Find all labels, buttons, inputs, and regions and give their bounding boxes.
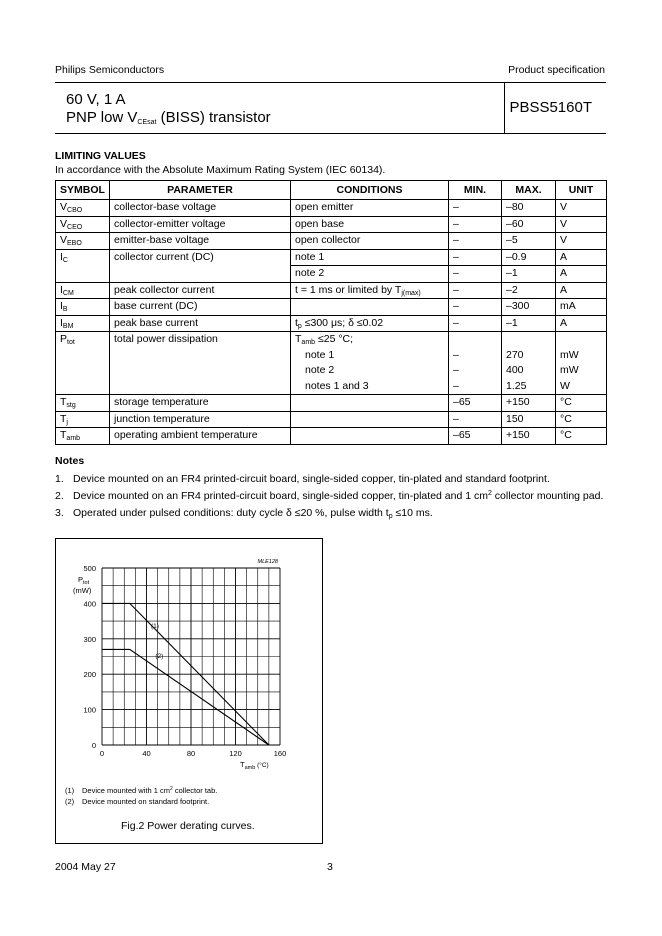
company-name: Philips Semiconductors xyxy=(55,64,165,76)
cell-min: – xyxy=(449,315,502,332)
doc-type: Product specification xyxy=(508,64,605,76)
series-line-2 xyxy=(102,649,269,745)
x-tick-label: 40 xyxy=(142,749,151,758)
x-axis-label: $T_{amb}$ (°C) xyxy=(240,760,269,771)
cell-max: –5 xyxy=(502,233,556,250)
cell-min: – xyxy=(449,233,502,250)
y-axis-unit: (mW) xyxy=(73,586,92,595)
cell-parameter: base current (DC) xyxy=(110,299,291,316)
cell-parameter xyxy=(110,363,291,379)
title-line-2: PNP low $V_{CEsat}$ (BISS) transistor xyxy=(66,109,271,126)
y-tick-label: 200 xyxy=(83,670,96,680)
cell-symbol xyxy=(56,379,110,395)
cell-max: +150 xyxy=(502,395,556,412)
cell-max xyxy=(502,332,556,348)
header-rule-top xyxy=(55,82,606,83)
cell-conditions: open base xyxy=(291,216,449,233)
cell-parameter: collector current (DC) xyxy=(110,249,291,266)
cell-symbol xyxy=(56,348,110,364)
y-tick-label: 100 xyxy=(83,705,96,715)
cell-min xyxy=(449,332,502,348)
cell-min: –65 xyxy=(449,395,502,412)
table-row xyxy=(56,233,607,250)
cell-unit: A xyxy=(556,282,607,299)
cell-max: –1 xyxy=(502,266,556,283)
cell-unit: A xyxy=(556,249,607,266)
series-label-1: (1) xyxy=(150,623,159,631)
cell-conditions xyxy=(291,299,449,316)
cell-max: –300 xyxy=(502,299,556,316)
figure-box xyxy=(55,538,323,844)
page-number: 3 xyxy=(327,861,333,873)
cell-symbol: $V_{CBO}$ xyxy=(56,200,110,217)
cell-symbol xyxy=(56,266,110,283)
table-row xyxy=(56,411,607,428)
x-tick-label: 160 xyxy=(273,749,287,758)
cell-parameter xyxy=(110,348,291,364)
cell-symbol xyxy=(56,363,110,379)
cell-unit: V xyxy=(556,233,607,250)
cell-conditions xyxy=(291,428,449,445)
cell-conditions: note 1 xyxy=(291,348,449,364)
figure-code: MLE128 xyxy=(257,559,278,565)
x-tick-label: 0 xyxy=(99,749,105,758)
header-divider xyxy=(504,82,505,133)
cell-min: – xyxy=(449,266,502,283)
cell-unit: °C xyxy=(556,428,607,445)
cell-min: – xyxy=(449,348,502,364)
col-header-conditions: CONDITIONS xyxy=(291,181,449,200)
cell-max: –0.9 xyxy=(502,249,556,266)
table-row xyxy=(56,266,607,283)
cell-symbol: $V_{CEO}$ xyxy=(56,216,110,233)
cell-conditions xyxy=(291,395,449,412)
cell-conditions: note 1 xyxy=(291,249,449,266)
cell-unit: mW xyxy=(556,363,607,379)
cell-unit xyxy=(556,332,607,348)
cell-parameter: peak collector current xyxy=(110,282,291,299)
note-1: 1. Device mounted on an FR4 printed-circuit board, single-sided copper, tin-plated and standard footprint. xyxy=(55,473,550,485)
table-row xyxy=(56,315,607,332)
y-axis-label: $P_{tot}$ xyxy=(78,575,90,586)
cell-min: – xyxy=(449,200,502,217)
cell-conditions: open collector xyxy=(291,233,449,250)
x-tick-label: 80 xyxy=(186,749,196,758)
cell-max: +150 xyxy=(502,428,556,445)
cell-symbol: $I_B$ xyxy=(56,299,110,316)
series-label-2: (2) xyxy=(155,652,164,660)
limiting-values-table xyxy=(55,180,607,445)
cell-parameter: emitter-base voltage xyxy=(110,233,291,250)
cell-parameter: operating ambient temperature xyxy=(110,428,291,445)
cell-min: – xyxy=(449,299,502,316)
cell-max: 150 xyxy=(502,411,556,428)
cell-unit: V xyxy=(556,200,607,217)
y-tick-label: 300 xyxy=(83,634,96,644)
col-header-symbol: SYMBOL xyxy=(56,181,110,200)
table-row xyxy=(56,379,607,395)
table-row xyxy=(56,200,607,217)
col-header-unit: UNIT xyxy=(556,181,607,200)
section-subtitle: In accordance with the Absolute Maximum Rating System (IEC 60134). xyxy=(55,164,386,176)
cell-parameter: storage temperature xyxy=(110,395,291,412)
table-row xyxy=(56,363,607,379)
cell-min: – xyxy=(449,411,502,428)
table-row xyxy=(56,249,607,266)
cell-parameter: collector-emitter voltage xyxy=(110,216,291,233)
legend-item-1: (1) Device mounted with 1 $cm^2$ collector tab. xyxy=(65,786,218,795)
cell-min: – xyxy=(449,379,502,395)
y-tick-label: 0 xyxy=(91,741,96,750)
cell-min: – xyxy=(449,282,502,299)
cell-symbol: $I_{CM}$ xyxy=(56,282,110,299)
cell-parameter: collector-base voltage xyxy=(110,200,291,217)
cell-unit: V xyxy=(556,216,607,233)
cell-max: –1 xyxy=(502,315,556,332)
cell-unit: A xyxy=(556,315,607,332)
cell-conditions: note 2 xyxy=(291,363,449,379)
cell-max: –2 xyxy=(502,282,556,299)
table-row xyxy=(56,395,607,412)
table-row xyxy=(56,332,607,348)
col-header-parameter: PARAMETER xyxy=(110,181,291,200)
cell-symbol: $T_{amb}$ xyxy=(56,428,110,445)
cell-parameter: junction temperature xyxy=(110,411,291,428)
part-number: PBSS5160T xyxy=(509,99,592,116)
cell-max: –60 xyxy=(502,216,556,233)
y-tick-label: 400 xyxy=(83,599,96,609)
col-header-max: MAX. xyxy=(502,181,556,200)
table-row xyxy=(56,428,607,445)
cell-symbol: $T_j$ xyxy=(56,411,110,428)
col-header-min: MIN. xyxy=(449,181,502,200)
notes-title: Notes xyxy=(55,455,85,467)
cell-conditions xyxy=(291,411,449,428)
cell-min: –65 xyxy=(449,428,502,445)
note-3: 3. Operated under pulsed conditions: duty cycle δ ≤20 %, pulse width $t_p \le 10$ ms. xyxy=(55,507,433,520)
cell-max: 270 xyxy=(502,348,556,364)
cell-parameter xyxy=(110,266,291,283)
cell-conditions: $t_p \le 300$ μs; δ ≤0.02 xyxy=(291,315,449,332)
cell-parameter: peak base current xyxy=(110,315,291,332)
x-tick-label: 120 xyxy=(229,749,242,758)
cell-unit: A xyxy=(556,266,607,283)
cell-conditions: open emitter xyxy=(291,200,449,217)
cell-conditions: note 2 xyxy=(291,266,449,283)
cell-symbol: $I_C$ xyxy=(56,249,110,266)
cell-unit: W xyxy=(556,379,607,395)
figure-caption: Fig.2 Power derating curves. xyxy=(121,820,255,832)
cell-parameter xyxy=(110,379,291,395)
cell-symbol: $T_{stg}$ xyxy=(56,395,110,412)
cell-conditions: $T_{amb} \le 25$ °C; xyxy=(291,332,449,348)
cell-unit: mW xyxy=(556,348,607,364)
cell-max: 1.25 xyxy=(502,379,556,395)
cell-symbol: $P_{tot}$ xyxy=(56,332,110,348)
table-row xyxy=(56,299,607,316)
cell-symbol: $V_{EBO}$ xyxy=(56,233,110,250)
cell-symbol: $I_{BM}$ xyxy=(56,315,110,332)
title-line-1: 60 V, 1 A xyxy=(66,91,126,108)
table-row xyxy=(56,216,607,233)
header-rule-bottom xyxy=(55,133,606,134)
cell-conditions: notes 1 and 3 xyxy=(291,379,449,395)
cell-min: – xyxy=(449,363,502,379)
cell-max: 400 xyxy=(502,363,556,379)
cell-unit: mA xyxy=(556,299,607,316)
table-row xyxy=(56,282,607,299)
cell-min: – xyxy=(449,249,502,266)
cell-min: – xyxy=(449,216,502,233)
cell-unit: °C xyxy=(556,395,607,412)
legend-item-2: (2) Device mounted on standard footprint. xyxy=(65,797,210,806)
table-header-row xyxy=(56,181,607,200)
cell-max: –80 xyxy=(502,200,556,217)
table-row xyxy=(56,348,607,364)
cell-conditions: t = 1 ms or limited by $T_{j(max)}$ xyxy=(291,282,449,299)
footer-date: 2004 May 27 xyxy=(55,861,116,873)
cell-unit: °C xyxy=(556,411,607,428)
y-tick-label: 500 xyxy=(83,564,96,573)
note-2: 2. Device mounted on an FR4 printed-circuit board, single-sided copper, tin-plated and 1 $cm^2$ collector mounting pad. xyxy=(55,490,604,502)
cell-parameter: total power dissipation xyxy=(110,332,291,348)
section-title: LIMITING VALUES xyxy=(55,150,146,162)
